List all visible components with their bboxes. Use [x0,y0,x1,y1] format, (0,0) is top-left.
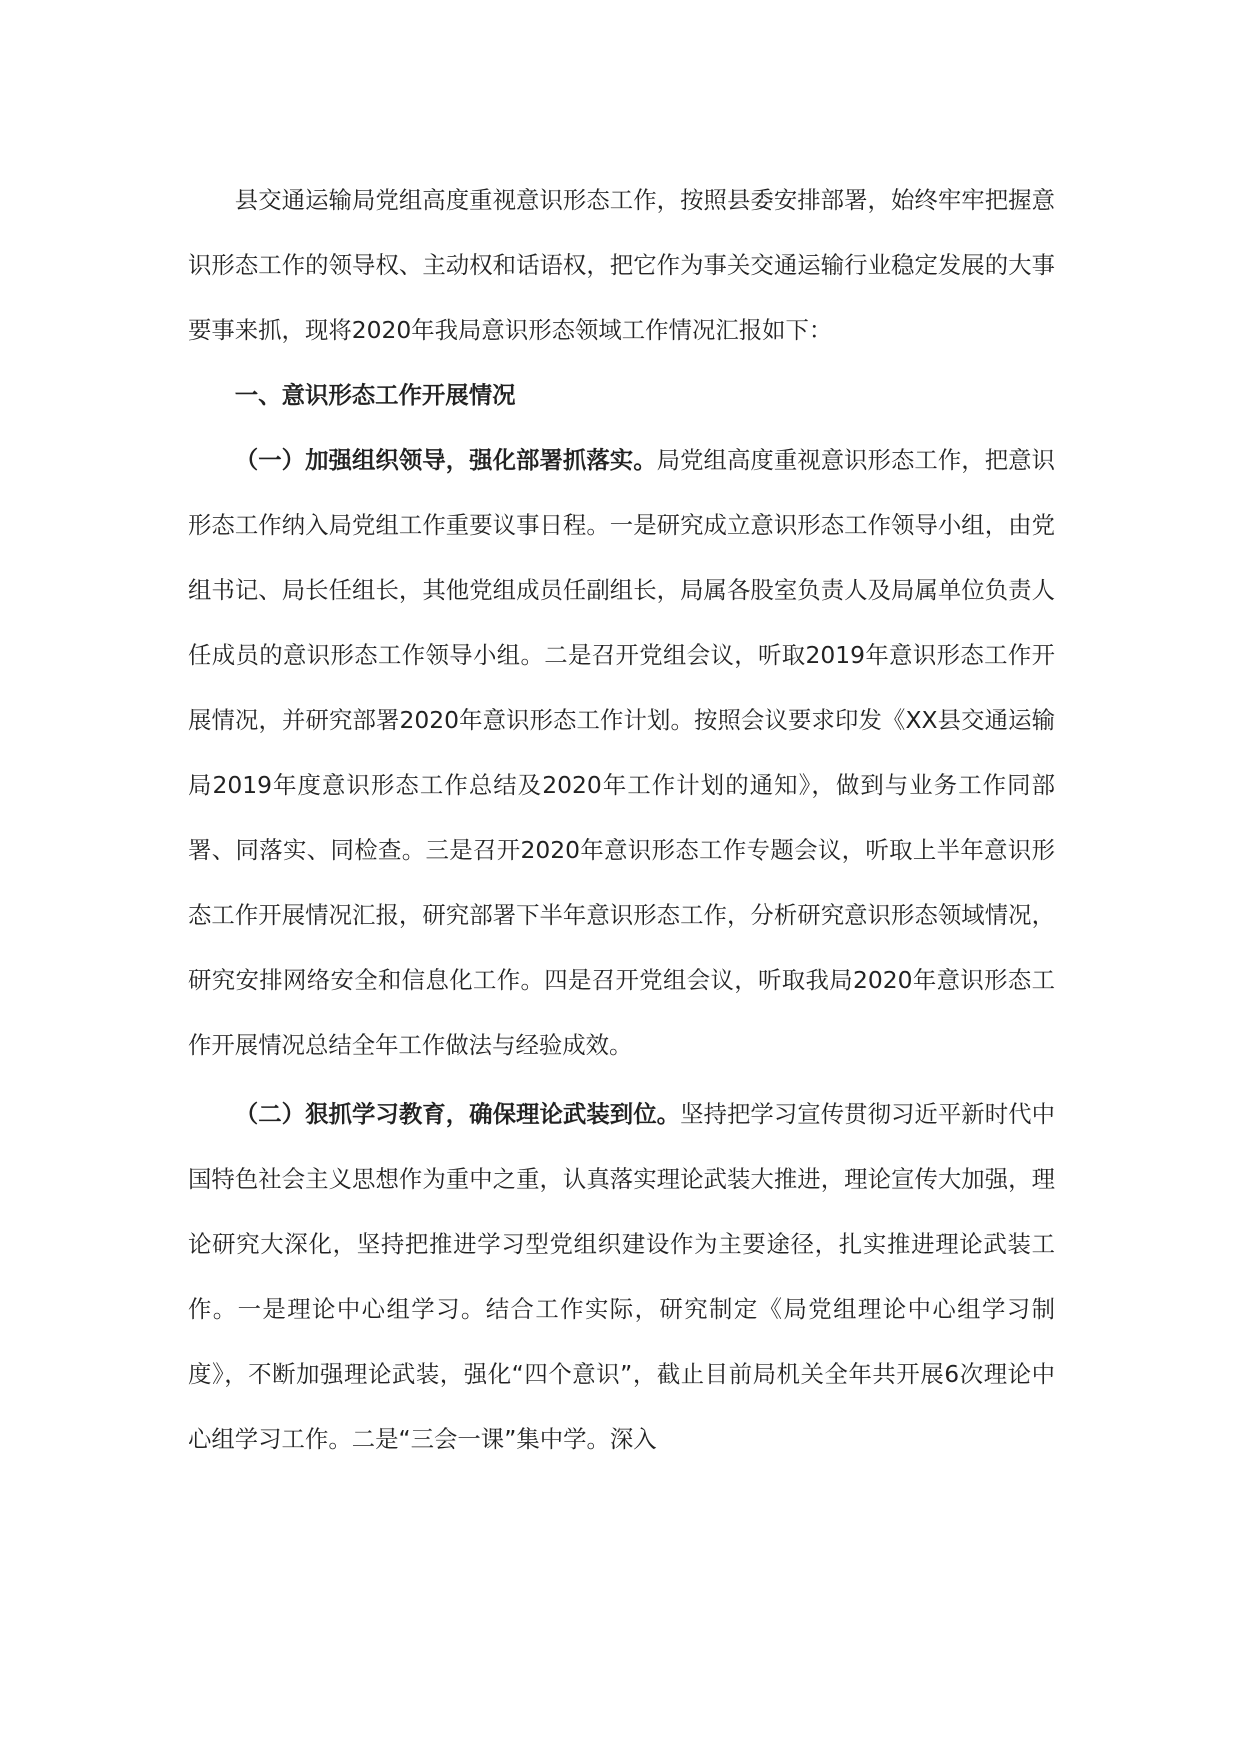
subsection-2-heading: （二）狠抓学习教育，确保理论武装到位。 [234,1100,681,1128]
section-heading: 一、意识形态工作开展情况 [234,381,516,409]
subsection-1-body: 局党组高度重视意识形态工作，把意识形态工作纳入局党组工作重要议事日程。一是研究成立意识形态工作领导小组，由党组书记、局长任组长，其他党组成员任副组长，局属各股室负责人及局属单位负责人任成员的意识形态工作领导小组。二是召开党组会议，听取2019年意识形态工作开展情况，并研究部署2020年意识形态工作计划。按照会议要求印发《XX县交通运输局2019年度意识形态工作总结及2020年工作计划的通知》，做到与业务工作同部署、同落实、同检查。三是召开2020年意识形态工作专题会议，听取上半年意识形态工作开展情况汇报，研究部署下半年意识形态工作，分析研究意识形态领域情况，研究安排网络安全和信息化工作。四是召开党组会议，听取我局2020年意识形态工作开展情况总结全年工作做法与经验成效。 [188,446,1056,1059]
subsection-2-paragraph [188,1082,1055,1472]
document-body [188,168,1055,1472]
subsection-2-body: 坚持把学习宣传贯彻习近平新时代中国特色社会主义思想作为重中之重，认真落实理论武装大推进，理论宣传大加强，理论研究大深化，坚持把推进学习型党组织建设作为主要途径，扎实推进理论武装工作。一是理论中心组学习。结合工作实际，研究制定《局党组理论中心组学习制度》，不断加强理论武装，强化“四个意识”，截止目前局机关全年共开展6次理论中心组学习工作。二是“三会一课”集中学。深入 [188,1100,1056,1453]
intro-paragraph: 县交通运输局党组高度重视意识形态工作，按照县委安排部署，始终牢牢把握意识形态工作的领导权、主动权和话语权，把它作为事关交通运输行业稳定发展的大事要事来抓，现将2020年我局意识形态领域工作情况汇报如下： [188,186,1055,344]
subsection-1-paragraph [188,428,1055,1078]
subsection-1-heading: （一）加强组织领导，强化部署抓落实。 [234,446,657,474]
